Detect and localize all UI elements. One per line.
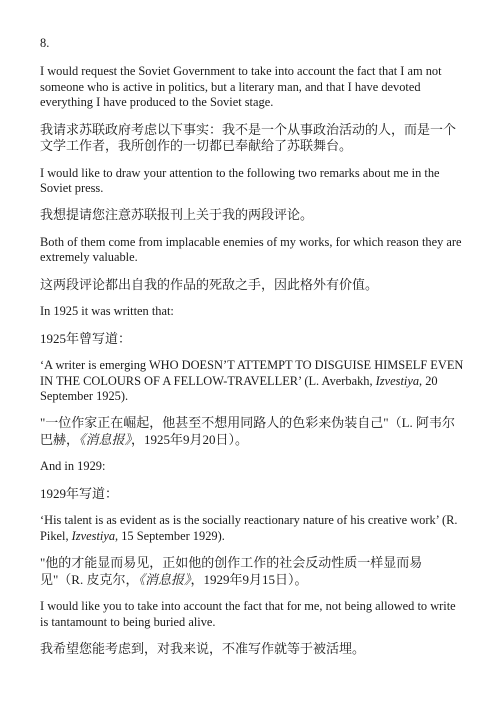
quote-zh-2-text: "他的才能显而易见，正如他的创作工作的社会反动性质一样显而易见"（R. 皮克尔， bbox=[40, 555, 423, 587]
paragraph-zh-1: 我请求苏联政府考虑以下事实：我不是一个从事政治活动的人，而是一个文学工作者，我所创作的一切都已奉献给了苏联舞台。 bbox=[40, 121, 457, 154]
quote-en-1 bbox=[40, 358, 464, 404]
quote-en-1-text: ‘A writer is emerging WHO DOESN’T ATTEMPT TO DISGUISE HIMSELF EVEN IN THE COLOURS OF A FELLOW-TRAVELLER’ (L. Averbakh, bbox=[40, 358, 464, 388]
section-number: 8. bbox=[40, 36, 50, 50]
paragraph-zh-4: 1925年曾写道： bbox=[40, 330, 132, 346]
quote-zh-1-source: 《消息报》 bbox=[79, 431, 132, 447]
paragraph-zh-6: 我希望您能考虑到，对我来说，不准写作就等于被活埋。 bbox=[40, 640, 366, 656]
quote-zh-1 bbox=[40, 415, 464, 448]
quote-en-2-tail: , 15 September 1929). bbox=[115, 528, 225, 543]
paragraph-en-6: I would like you to take into account the fact that for me, not being allowed to write is tantamount to being buried alive. bbox=[40, 599, 456, 629]
quote-zh-1-text: "一位作家正在崛起，他甚至不想用同路人的色彩来伪装自己"（L. 阿韦尔巴赫， bbox=[40, 415, 456, 447]
quote-zh-2 bbox=[40, 555, 464, 588]
quote-en-2-text: ‘His talent is as evident as is the socially reactionary nature of his creative work’ (R. Pikel, bbox=[40, 513, 458, 543]
paragraph-zh-2: 我想提请您注意苏联报刊上关于我的两段评论。 bbox=[40, 207, 314, 223]
paragraph-en-2: I would like to draw your attention to the following two remarks about me in the Soviet press. bbox=[40, 165, 440, 196]
quote-zh-1-tail: ，1925年9月20日）。 bbox=[131, 431, 249, 447]
paragraph-zh-3: 这两段评论都出自我的作品的死敌之手，因此格外有价值。 bbox=[40, 276, 379, 292]
document-page bbox=[40, 36, 464, 668]
paragraph-en-5: And in 1929: bbox=[40, 459, 106, 474]
quote-en-1-source: Izvestiya bbox=[375, 373, 420, 388]
paragraph-en-3: Both of them come from implacable enemies of my works, for which reason they are extremely valuable. bbox=[40, 234, 462, 265]
paragraph-en-1: I would request the Soviet Government to take into account the fact that I am not someone who is active in politics, but a literary man, and that I have devoted everything I have produced to the Soviet stage. bbox=[40, 64, 442, 110]
quote-en-2 bbox=[40, 513, 464, 544]
paragraph-zh-5: 1929年写道： bbox=[40, 485, 119, 501]
quote-zh-2-tail: ，1929年9月15日）。 bbox=[190, 571, 308, 587]
quote-en-1-tail: , 20 September 1925). bbox=[40, 373, 438, 403]
paragraph-en-4: In 1925 it was written that: bbox=[40, 304, 174, 319]
quote-zh-2-source: 《消息报》 bbox=[138, 571, 191, 587]
quote-en-2-source: Izvestiya bbox=[71, 528, 116, 543]
